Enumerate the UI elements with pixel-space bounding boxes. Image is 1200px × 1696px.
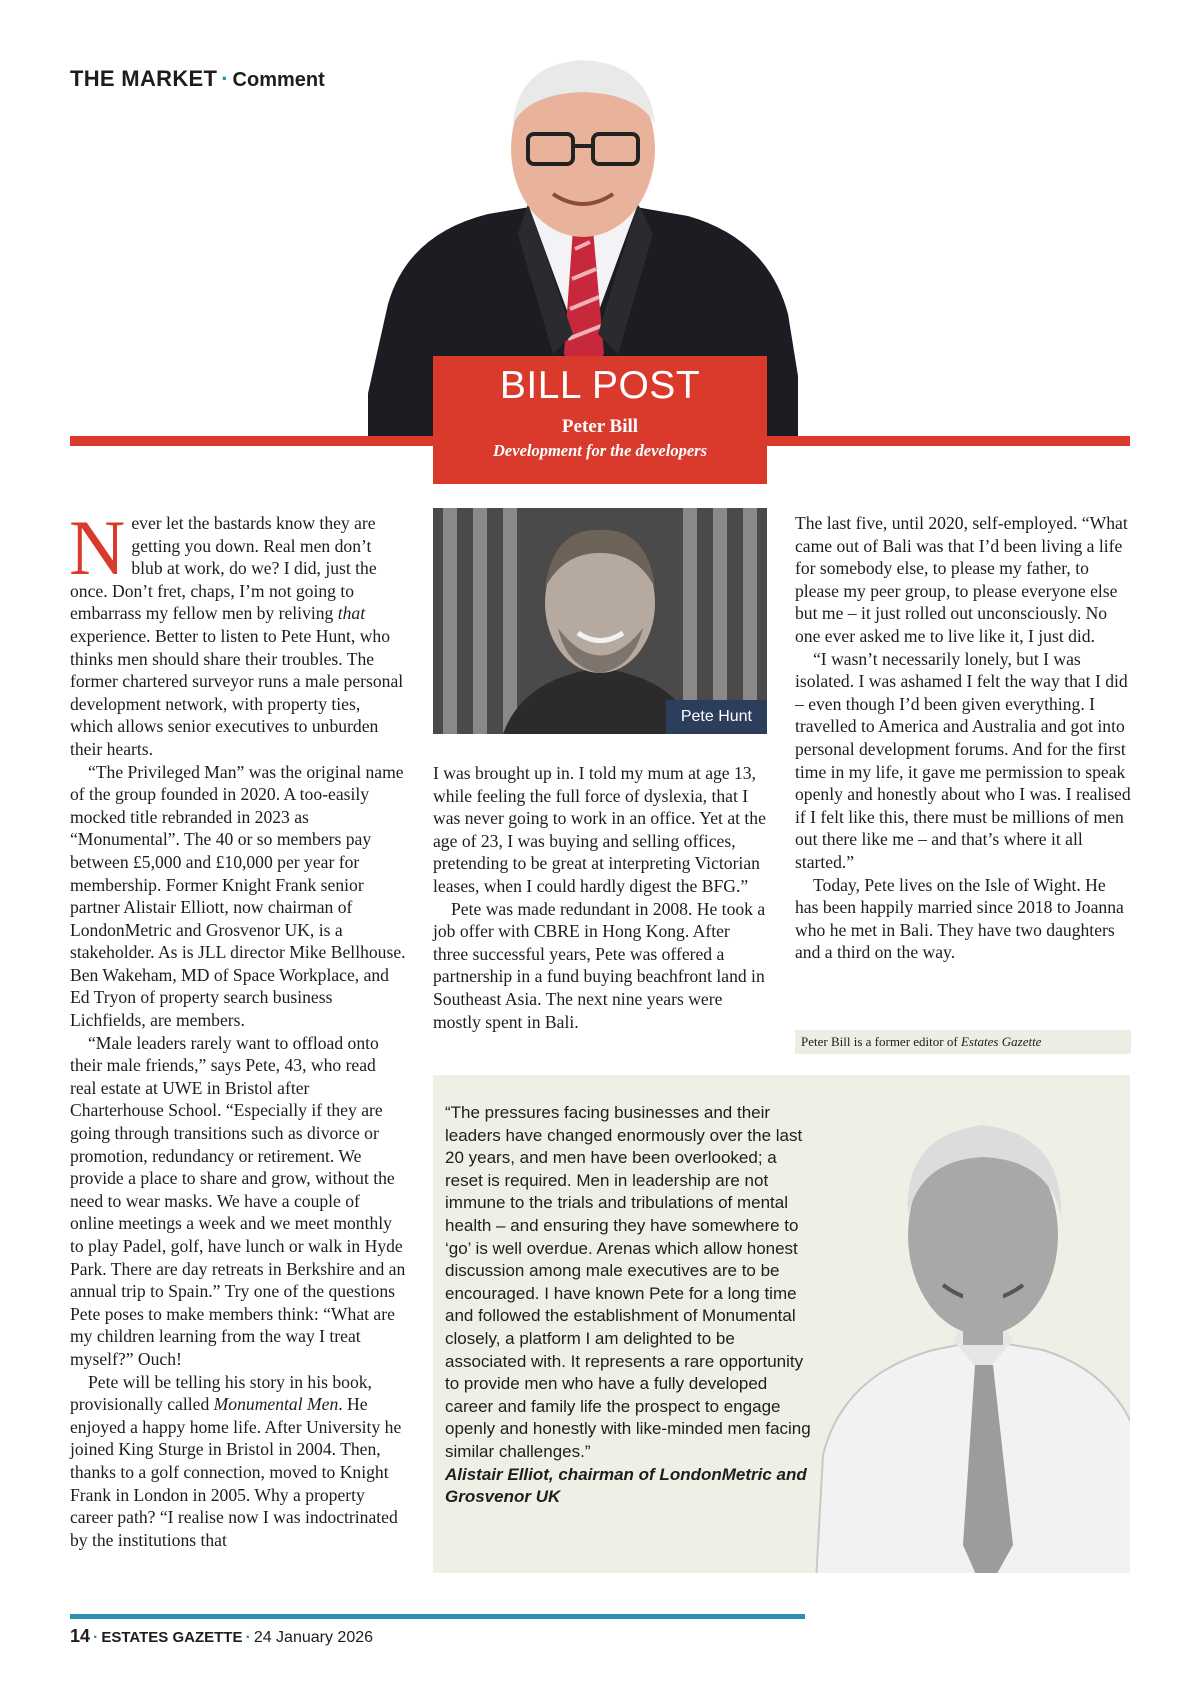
article-paragraph — [69, 504, 406, 761]
pull-quote — [445, 1102, 817, 1509]
book-title: Monumental Men — [213, 1394, 339, 1415]
subsection-label: Comment — [232, 69, 325, 91]
article-paragraph: “The Privileged Man” was the original name of the group founded in 2020. A too-easily mocked title rebranded in 2023 as “Monumental”. The 40 or so members pay between £5,000 and £10,000 per year for membership. Former Knight Frank senior partner Alistair Elliott, now chairman of LondonMetric and Grosvenor UK, is a stakeholder. As is JLL director Mike Bellhouse. Ben Wakeham, MD of Space Workplace, and Ed Tryon of property search business Lichfields, are members. — [70, 761, 406, 1031]
article-paragraph: Today, Pete lives on the Isle of Wight. He has been happily married since 2018 to Joanna who he met in Bali. They have two daughters and a third on the way. — [795, 874, 1124, 963]
drop-cap: N — [69, 504, 126, 591]
paragraph-text: Pete will be telling his story in his book, provisionally called — [70, 1371, 372, 1415]
paragraph-text: ever let the bastards know they are getting you down. Real men don’t blub at work, do we? I did, just the once. Don’t fret, chaps, I’m not going to embarrass my fellow men by reliving — [70, 513, 377, 624]
photo-caption: Pete Hunt — [666, 700, 767, 734]
footnote-text: Peter Bill is a former editor of — [801, 1034, 961, 1049]
section-header — [70, 66, 325, 92]
emphasis: that — [337, 603, 366, 624]
article-paragraph: Pete was made redundant in 2008. He took a job offer with CBRE in Hong Kong. After three successful years, Pete was offered a partnership in a fund buying beachfront land in Southeast Asia. The next nine years were mostly spent in Bali. — [433, 898, 766, 1032]
publication-name: ESTATES GAZETTE — [101, 1629, 243, 1646]
column-title: BILL POST — [499, 364, 701, 407]
article-paragraph: “Male leaders rarely want to offload onto their male friends,” says Pete, 43, who read real estate at UWE in Bristol after Charterhouse School. “Especially if they are going through transitions such as divorce or promotion, redundancy or retirement. We provide a place to share and grow, without the need to wear masks. We have a couple of online meetings a week and we meet monthly to play Padel, golf, have lunch or walk in Hyde Park. There are day retreats in Berkshire and an annual trip to Spain.” Try one of the questions Pete poses to make members think: “What are my children learning from the way I treat myself?” Ouch! — [70, 1032, 406, 1369]
page-footer — [70, 1626, 373, 1647]
column-title-box — [433, 356, 767, 484]
author-name: Peter Bill — [561, 416, 639, 437]
paragraph-text: . He enjoyed a happy home life. After University he joined King Sturge in Bristol in 2004. Then, thanks to a golf connection, moved to Knight Frank in London in 2005. Why a property career path? “I realise now I was indoctrinated by the institutions that — [70, 1394, 402, 1550]
footer-separator: · — [93, 1629, 99, 1646]
paragraph-text: experience. Better to listen to Pete Hunt, who thinks men should share their troubles. The former chartered surveyor runs a male personal development network, with property ties, which allows senior executives to unburden their hearts. — [70, 625, 404, 759]
article-paragraph: I was brought up in. I told my mum at age 13, while feeling the full force of dyslexia, that I was never going to work in an office. Yet at the age of 23, I was buying and selling offices, pretending to be great at interpreting Victorian leases, when I could hardly digest the BFG.” — [433, 763, 766, 896]
quote-body: “The pressures facing businesses and their leaders have changed enormously over the last 20 years, and men have been overlooked; a reset is required. Men in leadership are not immune to the trials and tribulations of mental health – and ensuring they have somewhere to ‘go’ is well overdue. Arenas which allow honest discussion among male executives are to be encouraged. I have known Pete for a long time and followed the establishment of Monumental closely, a platform I am delighted to be associated with. It represents a rare opportunity to provide men who have a fully developed career and family life the prospect to engage openly and honestly with like-minded men facing similar challenges.” — [445, 1103, 811, 1461]
issue-date: 24 January 2026 — [253, 1629, 374, 1646]
pull-quote-box — [433, 1075, 1130, 1573]
pete-hunt-photo — [433, 508, 767, 734]
article-paragraph: The last five, until 2020, self-employed. “What came out of Bali was that I’d been living a life for somebody else, to please my father, to please my peer group, to please everyone else but me – it just rolled out unconsciously. No one ever asked me to live like it, I just did. — [795, 513, 1128, 646]
footer-rule — [70, 1614, 805, 1619]
alistair-elliot-portrait — [813, 1075, 1130, 1573]
quote-attribution: Alistair Elliot, chairman of LondonMetric and Grosvenor UK — [445, 1464, 807, 1507]
footnote-publication: Estates Gazette — [960, 1034, 1042, 1049]
footer-separator: · — [245, 1629, 251, 1646]
article-paragraph — [70, 1371, 406, 1552]
page-number: 14 — [70, 1626, 91, 1646]
header-separator: · — [221, 66, 229, 91]
article-column-1 — [69, 504, 406, 1551]
author-footnote — [795, 1030, 1131, 1054]
article-column-2 — [433, 762, 767, 1033]
author-tagline: Development for the developers — [493, 441, 707, 460]
article-column-3 — [795, 512, 1131, 964]
section-label: THE MARKET — [70, 66, 218, 91]
article-paragraph: “I wasn’t necessarily lonely, but I was isolated. I was ashamed I felt the way that I did – even though I’d been given everything. I travelled to America and Australia and got into personal development forums. And for the first time in my life, it gave me permission to speak openly and honestly about who I was. I realised if I felt like this, there must be millions of men out there like me – and that’s where it all started.” — [795, 648, 1131, 872]
